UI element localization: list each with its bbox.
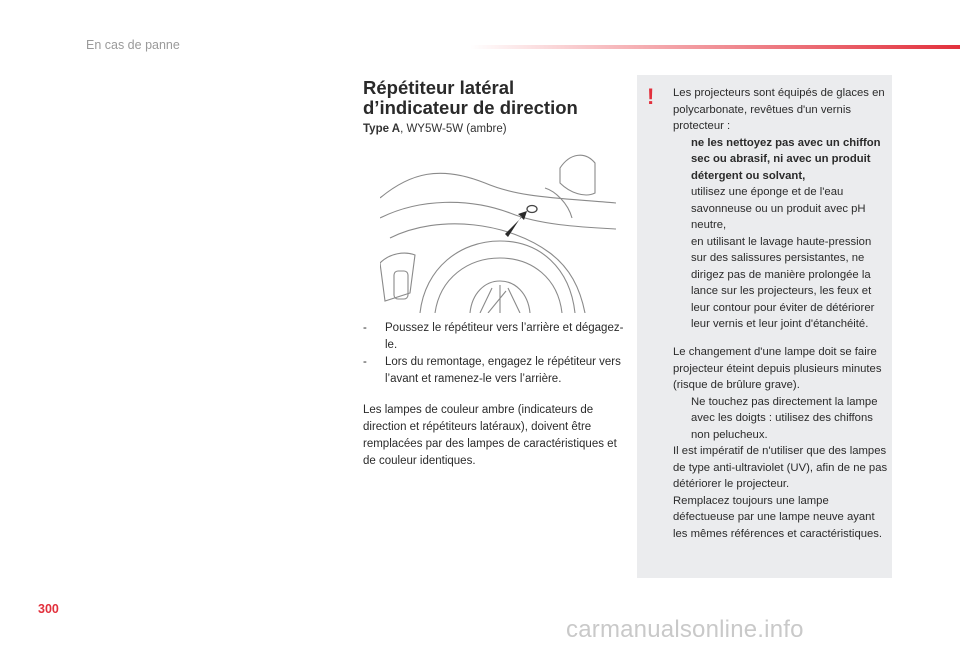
title-line-2: d’indicateur de direction [363, 97, 578, 118]
repeater-lamp [527, 206, 537, 213]
bullet-text: en utilisant le lavage haute-pression sur des salissures persistantes, ne dirigez pas de manière prolongée la lance sur les projecteurs, les feux et leur contour pour éviter de détériorer leur vernis et leur joint d'étanchéité. [691, 235, 875, 330]
page-number: 300 [38, 602, 59, 616]
watermark: carmanualsonline.info [566, 616, 804, 643]
bullet-icon [673, 135, 691, 185]
section-header: En cas de panne [86, 38, 180, 52]
list-item [363, 320, 625, 354]
step-text: Poussez le répétiteur vers l’arrière et dégagez-le. [385, 322, 624, 351]
lamp-type [363, 123, 507, 135]
change-text: Le changement d'une lampe doit se faire projecteur éteint depuis plusieurs minutes (risque de brûlure grave). [673, 346, 882, 391]
amber-lamps-note: Les lampes de couleur ambre (indicateurs de direction et répétiteurs latéraux), doivent être remplacées par des lampes de caractéristiques et de couleur identiques. [363, 404, 617, 467]
header-accent-bar [470, 45, 960, 49]
bullet-icon [673, 234, 691, 333]
bullet-icon [673, 394, 691, 444]
lamp-change-content [673, 344, 888, 542]
list-item [673, 184, 888, 234]
page-title [363, 78, 623, 118]
list-item [673, 234, 888, 333]
steps-list [363, 320, 625, 388]
step-dash: - [363, 322, 367, 334]
bullet-text: ne les nettoyez pas avec un chiffon sec ou abrasif, ni avec un produit détergent ou solvant, [691, 136, 881, 182]
bullet-icon [673, 184, 691, 234]
warning-intro: Les projecteurs sont équipés de glaces en polycarbonate, revêtues d'un vernis protecteur : [673, 87, 885, 132]
warning-content [673, 85, 888, 333]
bullet-text: utilisez une éponge et de l'eau savonneuse ou un produit avec pH neutre, [691, 186, 866, 231]
bullet-text: Ne touchez pas directement la lampe avec les doigts : utilisez des chiffons non pelucheux. [691, 395, 878, 441]
list-item [673, 394, 888, 444]
warning-icon: ! [647, 84, 655, 109]
step-dash: - [363, 356, 367, 368]
title-line-1: Répétiteur latéral [363, 77, 515, 98]
car-side-illustration [380, 143, 616, 313]
type-value: , WY5W-5W (ambre) [400, 123, 507, 135]
replace-text: Remplacez toujours une lampe défectueuse par une lampe neuve ayant les mêmes références et caractéristiques. [673, 494, 883, 540]
list-item [363, 354, 625, 388]
step-text: Lors du remontage, engagez le répétiteur vers l’avant et ramenez-le vers l’arrière. [385, 356, 621, 385]
type-label: Type A [363, 123, 401, 135]
uv-text: Il est impératif de n'utiliser que des lampes de type anti-ultraviolet (UV), afin de ne pas détériorer le projecteur. [673, 445, 888, 490]
list-item [673, 135, 888, 185]
